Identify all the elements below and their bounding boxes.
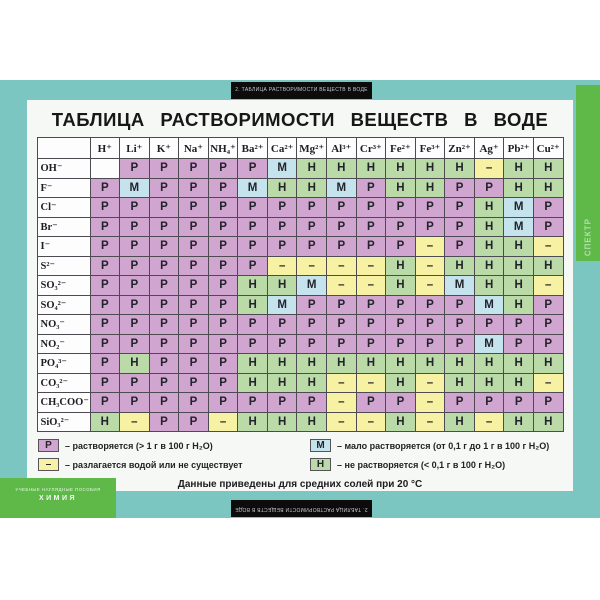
solubility-cell: Н — [297, 159, 327, 179]
publisher-badge-series: УЧЕБНЫЕ НАГЛЯДНЫЕ ПОСОБИЯ — [15, 487, 101, 492]
solubility-cell: Р — [208, 393, 238, 413]
solubility-cell: Р — [179, 354, 209, 374]
solubility-cell: Р — [238, 159, 268, 179]
solubility-cell: Р — [149, 315, 179, 335]
solubility-cell: Н — [445, 159, 475, 179]
solubility-cell: Р — [149, 178, 179, 198]
solubility-cell: Р — [179, 178, 209, 198]
solubility-cell: Р — [179, 159, 209, 179]
solubility-cell: М — [474, 334, 504, 354]
solubility-cell: Н — [267, 354, 297, 374]
cation-header: Ag⁺ — [474, 138, 504, 159]
solubility-cell: Р — [445, 295, 475, 315]
solubility-cell: Н — [533, 178, 563, 198]
solubility-cell: – — [415, 256, 445, 276]
solubility-cell: Н — [474, 217, 504, 237]
legend-text-soluble: – растворяется (> 1 г в 100 г H₂O) — [65, 440, 213, 451]
solubility-cell: Н — [445, 412, 475, 432]
solubility-cell: Р — [238, 393, 268, 413]
solubility-cell: Н — [327, 159, 357, 179]
solubility-cell: Р — [120, 256, 150, 276]
solubility-cell: Р — [90, 198, 120, 218]
solubility-cell: – — [533, 237, 563, 257]
solubility-table-body — [37, 159, 563, 432]
solubility-cell: Р — [445, 198, 475, 218]
solubility-cell: Н — [297, 412, 327, 432]
solubility-cell: М — [238, 178, 268, 198]
solubility-cell: Р — [267, 237, 297, 257]
solubility-cell: Р — [533, 217, 563, 237]
solubility-cell: Н — [474, 256, 504, 276]
solubility-cell: Н — [267, 178, 297, 198]
publisher-badge-subject: ХИМИЯ — [38, 495, 78, 502]
table-row — [37, 256, 563, 276]
solubility-cell: Р — [149, 159, 179, 179]
solubility-cell: Р — [238, 256, 268, 276]
anion-header: OH⁻ — [37, 159, 90, 179]
solubility-cell: Р — [386, 393, 416, 413]
solubility-cell: Р — [327, 198, 357, 218]
solubility-cell: Р — [120, 295, 150, 315]
table-row — [37, 393, 563, 413]
table-row — [37, 276, 563, 296]
solubility-cell: Н — [445, 354, 475, 374]
solubility-cell: Н — [386, 256, 416, 276]
anion-header: I⁻ — [37, 237, 90, 257]
solubility-cell: Р — [208, 256, 238, 276]
solubility-cell: Р — [297, 393, 327, 413]
solubility-cell: Р — [474, 315, 504, 335]
solubility-cell: – — [474, 159, 504, 179]
solubility-cell: Р — [533, 334, 563, 354]
solubility-cell: – — [533, 276, 563, 296]
solubility-cell: Н — [415, 354, 445, 374]
cation-header: Ba²⁺ — [238, 138, 268, 159]
cation-header: Li⁺ — [120, 138, 150, 159]
solubility-cell: Н — [297, 178, 327, 198]
solubility-cell — [90, 159, 120, 179]
cation-header: Fe²⁺ — [386, 138, 416, 159]
solubility-cell: Р — [504, 393, 534, 413]
legend-text-decomposes: – разлагается водой или не существует — [65, 459, 243, 470]
solubility-cell: Р — [149, 334, 179, 354]
legend-item-insoluble — [310, 458, 565, 471]
table-row — [37, 295, 563, 315]
solubility-cell: Р — [445, 178, 475, 198]
solubility-cell: Р — [149, 354, 179, 374]
legend-swatch-slightly-soluble: М — [310, 439, 331, 452]
solubility-cell: Р — [208, 198, 238, 218]
solubility-cell: Р — [327, 237, 357, 257]
solubility-cell: Р — [297, 315, 327, 335]
legend — [38, 439, 565, 471]
solubility-cell: – — [356, 256, 386, 276]
solubility-cell: Р — [179, 393, 209, 413]
solubility-cell: Р — [356, 198, 386, 218]
solubility-cell: Р — [208, 217, 238, 237]
solubility-cell: М — [445, 276, 475, 296]
solubility-cell: – — [327, 393, 357, 413]
solubility-cell: Р — [90, 276, 120, 296]
anion-header: SiO₃²⁻ — [37, 412, 90, 432]
table-row — [37, 315, 563, 335]
solubility-cell: Н — [445, 256, 475, 276]
solubility-cell: Н — [533, 354, 563, 374]
solubility-cell: – — [415, 393, 445, 413]
solubility-cell: – — [267, 256, 297, 276]
solubility-cell: Р — [356, 217, 386, 237]
solubility-cell: Р — [120, 217, 150, 237]
solubility-cell: Н — [504, 354, 534, 374]
solubility-cell: Р — [297, 237, 327, 257]
solubility-cell: Р — [504, 315, 534, 335]
solubility-cell: Р — [267, 198, 297, 218]
solubility-cell: Н — [386, 276, 416, 296]
cation-header: Cu²⁺ — [533, 138, 563, 159]
solubility-cell: – — [327, 373, 357, 393]
cation-header: Fe³⁺ — [415, 138, 445, 159]
cation-header: Pb²⁺ — [504, 138, 534, 159]
solubility-cell: Р — [208, 159, 238, 179]
solubility-cell: М — [504, 198, 534, 218]
solubility-cell: Р — [327, 334, 357, 354]
solubility-cell: Р — [415, 315, 445, 335]
solubility-cell: Р — [533, 393, 563, 413]
solubility-cell: Р — [120, 393, 150, 413]
solubility-cell: Р — [179, 295, 209, 315]
solubility-cell: Н — [504, 373, 534, 393]
solubility-cell: Р — [149, 237, 179, 257]
solubility-cell: Р — [386, 315, 416, 335]
solubility-cell: Н — [120, 354, 150, 374]
solubility-cell: Н — [238, 412, 268, 432]
legend-swatch-insoluble: Н — [310, 458, 331, 471]
solubility-cell: Р — [90, 256, 120, 276]
solubility-cell: М — [327, 178, 357, 198]
solubility-cell: Р — [356, 237, 386, 257]
solubility-cell: Р — [238, 334, 268, 354]
solubility-cell: – — [415, 276, 445, 296]
solubility-cell: Н — [474, 373, 504, 393]
solubility-cell: Р — [120, 237, 150, 257]
solubility-cell: Р — [120, 315, 150, 335]
solubility-cell: Н — [533, 412, 563, 432]
legend-swatch-decomposes: – — [38, 458, 59, 471]
page-title: ТАБЛИЦА РАСТВОРИМОСТИ ВЕЩЕСТВ В ВОДЕ — [51, 109, 549, 130]
table-row — [37, 198, 563, 218]
anion-header: SO₄²⁻ — [37, 295, 90, 315]
solubility-cell: Р — [356, 393, 386, 413]
solubility-cell: Н — [474, 276, 504, 296]
solubility-cell: Р — [120, 334, 150, 354]
solubility-table — [37, 137, 564, 432]
solubility-cell: Н — [533, 159, 563, 179]
solubility-cell: Р — [297, 217, 327, 237]
solubility-cell: Н — [386, 373, 416, 393]
solubility-cell: Р — [90, 217, 120, 237]
cation-header: K⁺ — [149, 138, 179, 159]
solubility-cell: Р — [90, 178, 120, 198]
solubility-cell: Р — [90, 334, 120, 354]
solubility-cell: Р — [415, 334, 445, 354]
solubility-cell: Н — [297, 373, 327, 393]
solubility-cell: Н — [474, 354, 504, 374]
solubility-cell: Р — [327, 217, 357, 237]
solubility-cell: Р — [327, 295, 357, 315]
solubility-cell: Р — [208, 178, 238, 198]
solubility-cell: Р — [474, 178, 504, 198]
solubility-cell: Р — [179, 237, 209, 257]
table-row — [37, 354, 563, 374]
solubility-cell: Р — [267, 334, 297, 354]
solubility-cell: Р — [179, 256, 209, 276]
solubility-cell: М — [297, 276, 327, 296]
solubility-cell: – — [327, 256, 357, 276]
solubility-cell: Н — [90, 412, 120, 432]
solubility-cell: – — [356, 373, 386, 393]
bottom-edge-label-text: 2. ТАБЛИЦА РАСТВОРИМОСТИ ВЕЩЕСТВ В ВОДЕ — [235, 506, 368, 512]
solubility-cell: Н — [386, 412, 416, 432]
solubility-cell: Р — [238, 237, 268, 257]
anion-header: NO₃⁻ — [37, 315, 90, 335]
solubility-cell: Р — [179, 276, 209, 296]
cation-header: Na⁺ — [179, 138, 209, 159]
solubility-cell: Р — [356, 178, 386, 198]
solubility-cell: Р — [445, 315, 475, 335]
solubility-cell: Р — [179, 334, 209, 354]
cation-header: Cr³⁺ — [356, 138, 386, 159]
solubility-cell: Н — [504, 295, 534, 315]
solubility-cell: Р — [179, 412, 209, 432]
corner-cell — [37, 138, 90, 159]
solubility-cell: М — [120, 178, 150, 198]
solubility-cell: – — [415, 412, 445, 432]
solubility-cell: Н — [386, 159, 416, 179]
solubility-cell: Н — [267, 276, 297, 296]
solubility-cell: Р — [149, 276, 179, 296]
solubility-cell: Р — [267, 315, 297, 335]
solubility-cell: Р — [149, 393, 179, 413]
solubility-cell: М — [474, 295, 504, 315]
solubility-cell: Р — [90, 237, 120, 257]
solubility-cell: Р — [90, 315, 120, 335]
solubility-cell: Р — [445, 237, 475, 257]
solubility-cell: Р — [533, 295, 563, 315]
solubility-cell: Р — [208, 334, 238, 354]
solubility-cell: Н — [504, 412, 534, 432]
top-edge-label — [231, 82, 372, 99]
anion-header: CH₃COO⁻ — [37, 393, 90, 413]
solubility-cell: Р — [179, 373, 209, 393]
solubility-cell: Р — [533, 315, 563, 335]
table-row — [37, 159, 563, 179]
solubility-cell: Р — [208, 237, 238, 257]
solubility-cell: Р — [90, 295, 120, 315]
anion-header: SO₃²⁻ — [37, 276, 90, 296]
solubility-cell: Р — [149, 373, 179, 393]
cation-header: Mg²⁺ — [297, 138, 327, 159]
solubility-cell: Р — [238, 217, 268, 237]
solubility-cell: – — [356, 276, 386, 296]
table-row — [37, 178, 563, 198]
solubility-cell: Н — [533, 256, 563, 276]
anion-header: NO₂⁻ — [37, 334, 90, 354]
solubility-cell: Н — [238, 373, 268, 393]
solubility-cell: Р — [149, 412, 179, 432]
solubility-cell: Р — [327, 315, 357, 335]
table-row — [37, 217, 563, 237]
solubility-cell: М — [267, 295, 297, 315]
solubility-cell: Р — [90, 393, 120, 413]
publisher-side-strip — [576, 85, 600, 261]
solubility-cell: Р — [267, 393, 297, 413]
solubility-cell: Р — [297, 334, 327, 354]
solubility-cell: Н — [415, 178, 445, 198]
solubility-cell: Р — [474, 393, 504, 413]
solubility-cell: Н — [267, 412, 297, 432]
legend-swatch-soluble: Р — [38, 439, 59, 452]
solubility-cell: Р — [297, 198, 327, 218]
solubility-cell: Н — [356, 159, 386, 179]
solubility-cell: Р — [90, 354, 120, 374]
solubility-cell: Р — [149, 217, 179, 237]
solubility-cell: М — [267, 159, 297, 179]
anion-header: S²⁻ — [37, 256, 90, 276]
solubility-cell: Р — [415, 217, 445, 237]
solubility-cell: Н — [445, 373, 475, 393]
solubility-cell: Р — [267, 217, 297, 237]
solubility-cell: Р — [208, 373, 238, 393]
solubility-cell: Р — [120, 373, 150, 393]
anion-header: F⁻ — [37, 178, 90, 198]
solubility-cell: Н — [504, 276, 534, 296]
solubility-cell: – — [415, 237, 445, 257]
cation-header: NH₄⁺ — [208, 138, 238, 159]
cation-header: H⁺ — [90, 138, 120, 159]
solubility-cell: Р — [297, 295, 327, 315]
solubility-cell: Р — [149, 198, 179, 218]
solubility-cell: Р — [208, 295, 238, 315]
top-edge-label-text: 2. ТАБЛИЦА РАСТВОРИМОСТИ ВЕЩЕСТВ В ВОДЕ — [235, 87, 368, 93]
legend-item-soluble — [38, 439, 310, 452]
solubility-cell: Р — [238, 315, 268, 335]
solubility-cell: Н — [504, 256, 534, 276]
solubility-cell: Р — [445, 393, 475, 413]
solubility-cell: – — [415, 373, 445, 393]
solubility-cell: Р — [386, 295, 416, 315]
solubility-cell: Н — [327, 354, 357, 374]
legend-item-slightly-soluble — [310, 439, 565, 452]
solubility-cell: Н — [238, 295, 268, 315]
solubility-cell: – — [533, 373, 563, 393]
solubility-cell: Р — [179, 198, 209, 218]
solubility-cell: М — [504, 217, 534, 237]
solubility-cell: Н — [297, 354, 327, 374]
solubility-cell: Р — [120, 198, 150, 218]
solubility-cell: Н — [474, 237, 504, 257]
legend-text-insoluble: – не растворяется (< 0,1 г в 100 г H₂O) — [337, 459, 506, 470]
solubility-cell: Р — [386, 198, 416, 218]
solubility-cell: Н — [504, 159, 534, 179]
solubility-cell: Н — [267, 373, 297, 393]
solubility-cell: Р — [386, 237, 416, 257]
legend-text-slightly-soluble: – мало растворяется (от 0,1 г до 1 г в 100 г H₂O) — [337, 440, 550, 451]
bottom-edge-label — [231, 500, 372, 517]
solubility-cell: Р — [356, 315, 386, 335]
table-row — [37, 237, 563, 257]
solubility-cell: – — [120, 412, 150, 432]
solubility-cell: – — [208, 412, 238, 432]
side-strip-label: СПЕКТР — [583, 217, 593, 256]
solubility-cell: Р — [179, 217, 209, 237]
table-row — [37, 373, 563, 393]
solubility-cell: Р — [149, 295, 179, 315]
solubility-cell: Р — [208, 276, 238, 296]
table-row — [37, 334, 563, 354]
footnote: Данные приведены для средних солей при 20 °С — [177, 479, 423, 490]
solubility-cell: Р — [179, 315, 209, 335]
cation-header: Al³⁺ — [327, 138, 357, 159]
anion-header: CO₃²⁻ — [37, 373, 90, 393]
solubility-cell: Р — [120, 276, 150, 296]
anion-header: PO₄³⁻ — [37, 354, 90, 374]
solubility-cell: Н — [238, 276, 268, 296]
legend-item-decomposes — [38, 458, 310, 471]
solubility-cell: Н — [504, 178, 534, 198]
cation-header: Ca²⁺ — [267, 138, 297, 159]
solubility-cell: Р — [386, 334, 416, 354]
anion-header: Cl⁻ — [37, 198, 90, 218]
solubility-cell: Р — [415, 295, 445, 315]
solubility-cell: – — [327, 276, 357, 296]
cation-header-row — [37, 138, 563, 159]
solubility-cell: Р — [445, 334, 475, 354]
cation-header: Zn²⁺ — [445, 138, 475, 159]
solubility-cell: Р — [90, 373, 120, 393]
solubility-cell: Р — [120, 159, 150, 179]
solubility-cell: – — [327, 412, 357, 432]
solubility-cell: Р — [445, 217, 475, 237]
solubility-cell: – — [297, 256, 327, 276]
solubility-cell: Н — [474, 198, 504, 218]
poster-page — [27, 100, 573, 491]
solubility-cell: Н — [356, 354, 386, 374]
solubility-cell: Р — [415, 198, 445, 218]
solubility-cell: Р — [386, 217, 416, 237]
solubility-cell: – — [356, 412, 386, 432]
solubility-cell: Р — [356, 334, 386, 354]
solubility-cell: – — [474, 412, 504, 432]
solubility-cell: Н — [238, 354, 268, 374]
anion-header: Br⁻ — [37, 217, 90, 237]
solubility-cell: Н — [386, 354, 416, 374]
solubility-cell: Р — [149, 256, 179, 276]
solubility-cell: Н — [504, 237, 534, 257]
solubility-cell: Р — [208, 315, 238, 335]
solubility-cell: Р — [504, 334, 534, 354]
publisher-badge — [0, 478, 116, 518]
table-row — [37, 412, 563, 432]
solubility-cell: Р — [533, 198, 563, 218]
solubility-cell: Н — [386, 178, 416, 198]
solubility-cell: Р — [208, 354, 238, 374]
solubility-cell: Р — [356, 295, 386, 315]
solubility-cell: Р — [238, 198, 268, 218]
solubility-cell: Н — [415, 159, 445, 179]
